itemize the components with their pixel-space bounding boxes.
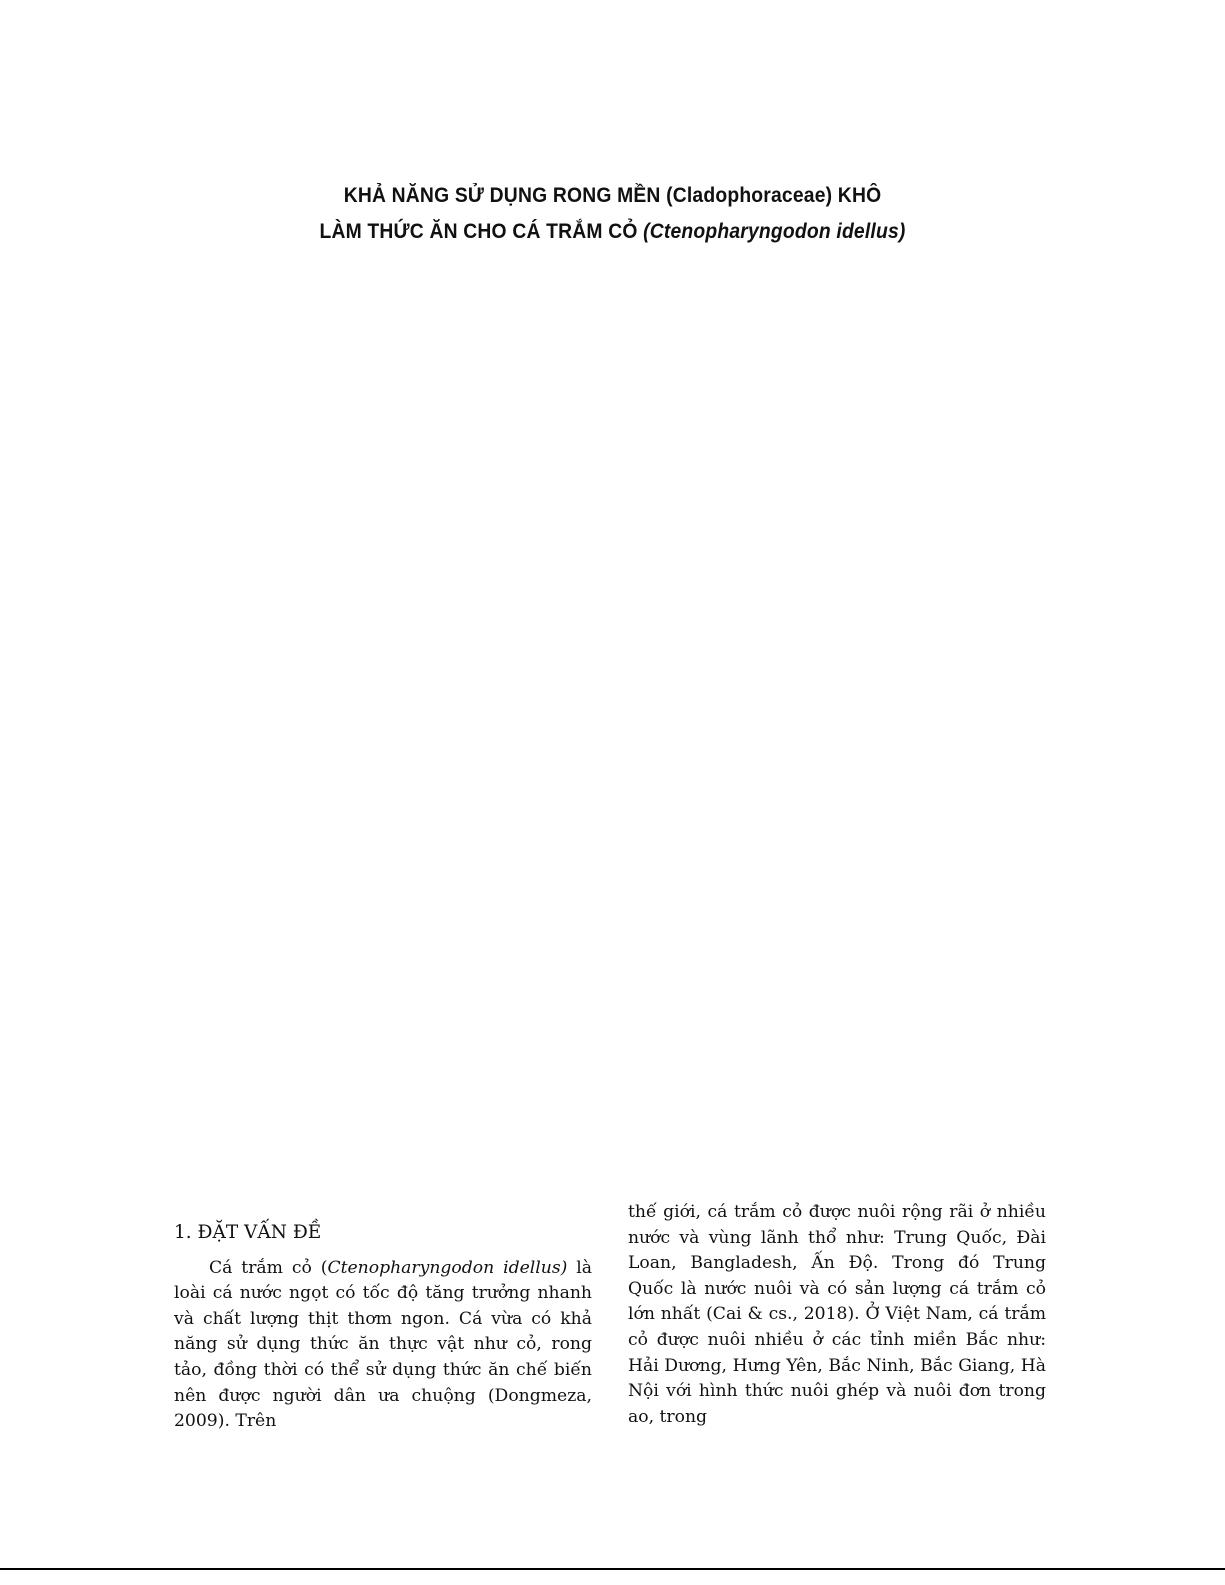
- left-column: [174, 1208, 592, 1435]
- title-line-2-text: LÀM THỨC ĂN CHO CÁ TRẮM CỎ: [319, 220, 644, 243]
- paragraph-intro-sci: Ctenopharyngodon idellus): [327, 1257, 568, 1278]
- paragraph-intro: [174, 1256, 592, 1435]
- right-column: [628, 1200, 1046, 1430]
- paper-title: [49, 178, 1176, 250]
- title-line-2: [49, 214, 1176, 250]
- paragraph-intro-lead: Cá trắm cỏ (: [209, 1257, 328, 1278]
- paragraph-continued: thế giới, cá trắm cỏ được nuôi rộng rãi ở nhiều nước và vùng lãnh thổ như: Trung Quốc, Đài Loan, Bangladesh, Ấn Độ. Trong đó Trung Quốc là nước nuôi và có sản lượng cá trắm cỏ lớn nhất (Cai & cs., 2018). Ở Việt Nam, cá trắm cỏ được nuôi nhiều ở các tỉnh miền Bắc như: Hải Dương, Hưng Yên, Bắc Ninh, Bắc Giang, Hà Nội với hình thức nuôi ghép và nuôi đơn trong ao, trong: [628, 1202, 1046, 1427]
- section-heading: 1. ĐẶT VẤN ĐỀ: [174, 1222, 322, 1243]
- bottom-rule: [0, 1568, 1225, 1570]
- title-scientific-name: (Ctenopharyngodon idellus): [643, 220, 906, 243]
- title-line-1: KHẢ NĂNG SỬ DỤNG RONG MỀN (Cladophoraceae) KHÔ: [343, 184, 882, 207]
- paragraph-intro-body: là loài cá nước ngọt có tốc độ tăng trưởng nhanh và chất lượng thịt thơm ngon. Cá vừa có khả năng sử dụng thức ăn thực vật như cỏ, rong tảo, đồng thời có thể sử dụng thức ăn chế biến nên được người dân ưa chuộng (Dongmeza, 2009). Trên: [174, 1257, 592, 1432]
